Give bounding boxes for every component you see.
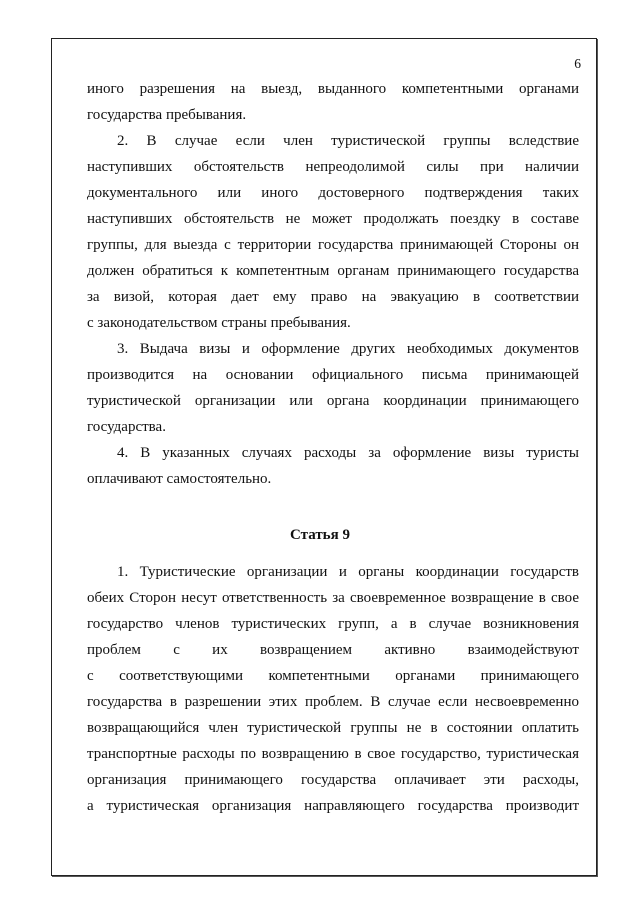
text-line: с законодательством страны пребывания. bbox=[87, 315, 351, 331]
article-9-text bbox=[87, 559, 579, 819]
text-line: с соответствующими компетентными органами принимающего bbox=[87, 668, 579, 684]
text-line: государства в разрешении этих проблем. В случае если несвоевременно bbox=[87, 694, 579, 710]
text-line: 2. В случае если член туристической группы вследствие bbox=[117, 133, 579, 149]
article-8-text bbox=[87, 76, 579, 492]
text-line: за визой, которая дает ему право на эвакуацию в соответствии bbox=[87, 289, 579, 305]
text-line: наступивших обстоятельств не может продолжать поездку в составе bbox=[87, 211, 579, 227]
text-line: а туристическая организация направляющего государства производит bbox=[87, 798, 579, 814]
text-line: обеих Сторон несут ответственность за своевременное возвращение в свое bbox=[87, 590, 579, 606]
text-line: транспортные расходы по возвращению в свое государство, туристическая bbox=[87, 746, 579, 762]
text-line: организация принимающего государства оплачивает эти расходы, bbox=[87, 772, 579, 788]
text-line: 1. Туристические организации и органы координации государств bbox=[117, 564, 579, 580]
article-9-heading: Статья 9 bbox=[290, 527, 350, 543]
text-line: производится на основании официального письма принимающей bbox=[87, 367, 579, 383]
page-number: 6 bbox=[574, 56, 581, 71]
text-line: должен обратиться к компетентным органам принимающего государства bbox=[87, 263, 579, 279]
text-line: наступивших обстоятельств непреодолимой силы при наличии bbox=[87, 159, 579, 175]
text-line: возвращающийся член туристической группы не в состоянии оплатить bbox=[87, 720, 579, 736]
text-line: туристической организации или органа координации принимающего bbox=[87, 393, 579, 409]
text-line: проблем с их возвращением активно взаимодействуют bbox=[87, 642, 579, 658]
text-line: 4. В указанных случаях расходы за оформление визы туристы bbox=[117, 445, 579, 461]
text-line: 3. Выдача визы и оформление других необходимых документов bbox=[117, 341, 579, 357]
text-line: документального или иного достоверного подтверждения таких bbox=[87, 185, 579, 201]
text-line: иного разрешения на выезд, выданного компетентными органами bbox=[87, 81, 579, 97]
text-line: государство членов туристических групп, а в случае возникновения bbox=[87, 616, 579, 632]
text-line: оплачивают самостоятельно. bbox=[87, 471, 272, 487]
text-line: государства. bbox=[87, 419, 166, 435]
text-line: государства пребывания. bbox=[87, 107, 247, 123]
text-line: группы, для выезда с территории государства принимающей Стороны он bbox=[87, 237, 579, 253]
